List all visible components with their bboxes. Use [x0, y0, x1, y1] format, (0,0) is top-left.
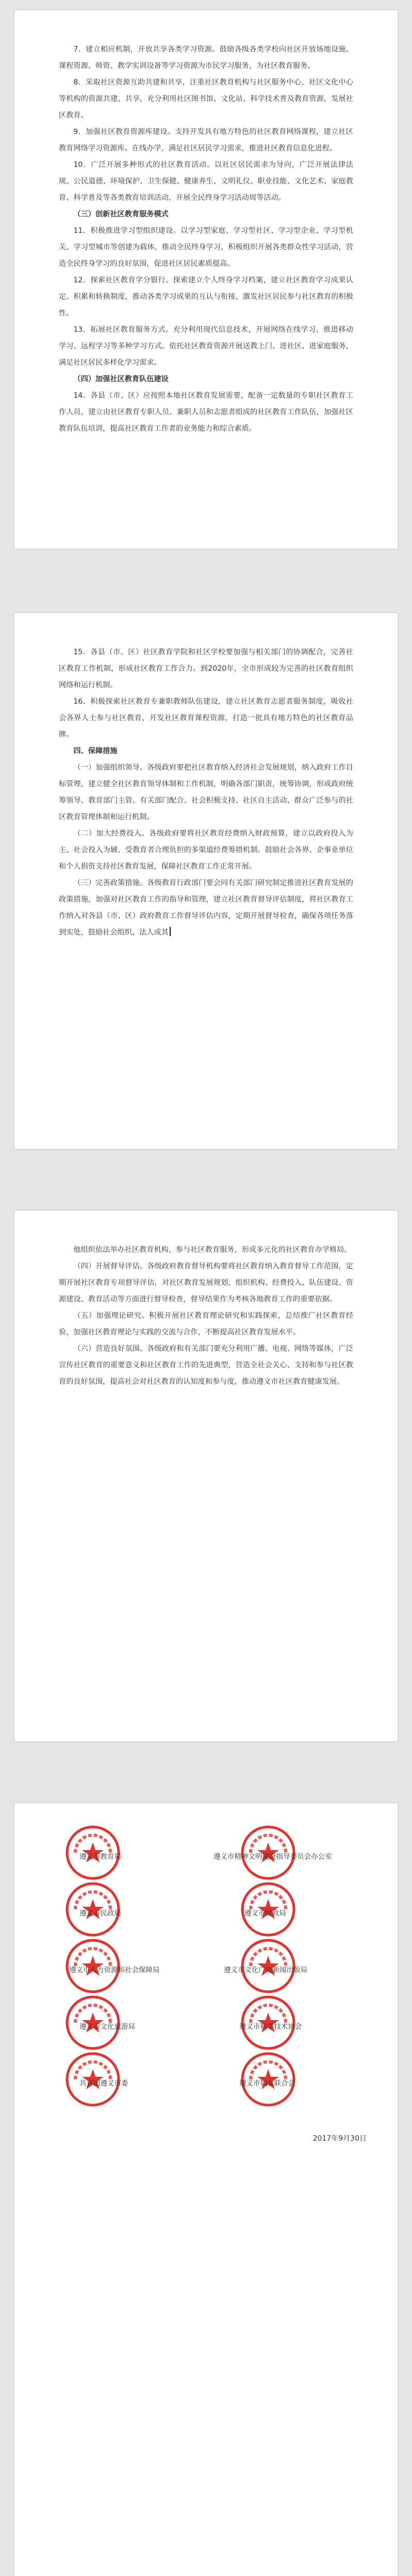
signatory-left: 遵义市文化旅游局	[79, 2023, 135, 2031]
paragraph: 16．积极探索社区教育专兼职教师队伍建设，建立社区教育志愿者服务制度，吸收社会各界人士参与社区教育，开发社区教育课程资源，打造一批具有地方特色的社区教育品牌。	[59, 698, 353, 739]
signatory-row	[59, 2056, 353, 2107]
document-page-3	[14, 1211, 398, 1741]
paragraph: 14．各县（市、区）应按照本地社区教育发展需要，配备一定数量的专职社区教育工作人员，建立由社区教育专职人员、兼职人员和志愿者组成的社区教育工作队伍，加强社区教育队伍培训，提高社区教育工作者的业务能力和综合素质。	[59, 392, 353, 433]
paragraph: 10．广泛开展多种形式的社区教育活动。以社区居民需求为导向，广泛开展法律法规、公民道德、环境保护、卫生保健、健康养生、文明礼仪、职业技能、文化艺术、家庭教育、科学普及等各类教育培训活动，开展全民终身学习活动周等活动。	[59, 161, 353, 202]
paragraph: （四）开展督导评估。各级政府教育督导机构要将社区教育纳入教育督导工作范围，定期开展社区教育专项督导评估，对社区教育发展规划、组织机构、经费投入、队伍建设、资源建设、教育活动等方面进行督导检查，督导结果作为考核各地教育工作的重要依据。	[59, 1262, 353, 1303]
signatory-left: 遵义市人力资源和社会保障局	[69, 1966, 160, 1974]
signatory-row	[59, 1829, 353, 1880]
document-page-4	[14, 1803, 398, 2576]
signatory-left: 遵义市民政局	[79, 1909, 121, 1918]
section-heading: （四）加强社区教育队伍建设	[73, 375, 169, 383]
paragraph: 13．拓展社区教育服务方式。充分利用现代信息技术，开展网络在线学习，推进移动学习、远程学习等多种学习方式。依托社区教育资源开展送教上门、进社区、进家庭服务，满足社区居民多样化学习需求。	[59, 326, 353, 367]
signatory-right: 遵义市精神文明建设指导委员会办公室	[213, 1853, 332, 1861]
paragraph[interactable]	[59, 875, 353, 941]
section-heading: （三）创新社区教育服务模式	[73, 210, 169, 218]
signatory-left: 遵义市教育局	[79, 1853, 121, 1861]
issue-date: 2017年9月30日	[312, 2134, 367, 2143]
document-page-1	[14, 10, 398, 549]
text-cursor	[170, 927, 171, 936]
paragraph: 11．积极推进学习型组织建设。以学习型家庭、学习型社区、学习型企业、学习型机关、学习型城市等创建为载体，推动全民终身学习，积极组织开展各类群众性学习活动，营造全民终身学习的良好氛围，促进社区居民素质提高。	[59, 227, 353, 268]
paragraph: 8．采取社区资源互助共建和共享，注重社区教育机构与社区服务中心、社区文化中心等机构的资源共建、共享，充分利用社区图书馆、文化站、科学技术普及教育资源，发展社区教育。	[59, 78, 353, 120]
signatory-right: 遵义市文化广电新闻出版局	[224, 1966, 307, 1974]
paragraph: （一）加强组织领导。各级政府要把社区教育纳入经济社会发展规划，纳入政府工作目标管理，建立健全社区教育领导体制和工作机制，明确各部门职责，统筹协调，形成政府统筹领导、教育部门主管、有关部门配合、社会积极支持、社区自主活动、群众广泛参与的社区教育管理体制和运行机制。	[59, 764, 353, 821]
section-heading: 四、保障措施	[73, 747, 118, 755]
signatory-right: 遵义市妇女联合会	[239, 2079, 295, 2088]
signatory-right: 遵义市财政局	[244, 1909, 286, 1918]
paragraph: （二）加大经费投入。各级政府要将社区教育经费纳入财政预算，建立以政府投入为主、社会投入为辅、受教育者合理负担的多渠道经费筹措机制。鼓励社会各界、企事业单位和个人捐资支持社区教育发展，保障社区教育工作正常开展。	[59, 829, 353, 871]
paragraph: 9．加强社区教育资源库建设。支持开发具有地方特色的社区教育网络课程，建立社区教育网络学习资源库。在线办学，满足社区居民学习需求，推进社区教育信息化进程。	[59, 128, 353, 152]
paragraph: 他组织依法举办社区教育机构，参与社区教育服务，形成多元化的社区教育办学格局。	[73, 1246, 352, 1254]
paragraph: 15．各县（市、区）社区教育学院和社区学校要加强与相关部门的协调配合，完善社区教育工作机制，形成社区教育工作合力。到2020年，全市形成较为完善的社区教育组织网络和运行机制。	[59, 648, 353, 689]
signatory-left: 共青团遵义市委	[79, 2079, 128, 2088]
signatory-right: 遵义市科学技术协会	[239, 2023, 302, 2031]
signatory-row	[59, 1942, 353, 1994]
signatory-row	[59, 1999, 353, 2050]
paragraph: 12．探索社区教育学分银行。探索建立个人终身学习档案，建立社区教育学习成果认定、积累和转换制度，推动各类学习成果的互认与衔接，激发社区居民参与社区教育的积极性。	[59, 276, 353, 317]
paragraph-text: （三）完善政策措施。各级教育行政部门要会同有关部门研究制定推进社区教育发展的政策措施，加强对社区教育工作的指导和管理，建立社区教育督导评估制度，将社区教育工作纳入对各县（市、区）政府教育工作督导评估内容，定期开展督导检查，确保各项任务落到实处，鼓励社会组织、法人或其	[59, 879, 353, 937]
paragraph: （五）加强理论研究。积极开展社区教育理论研究和实践探索，总结推广社区教育经验，加强社区教育理论与实践的交流与合作，不断提高社区教育发展水平。	[59, 1312, 353, 1336]
document-page-2	[14, 613, 398, 1149]
signatory-row	[59, 1886, 353, 1937]
paragraph: （六）营造良好氛围。各级政府和有关部门要充分利用广播、电视、网络等媒体，广泛宣传社区教育的重要意义和社区教育工作的先进典型，营造全社会关心、支持和参与社区教育的良好氛围，提高社会对社区教育的认知度和参与度，推动遵义市社区教育健康发展。	[59, 1345, 353, 1386]
signature-block	[59, 1829, 353, 2117]
paragraph: 7．建立相应机制，开放共享各类学习资源。鼓励各级各类学校向社区开放场地设施、课程资源、师资、教学实训设备等学习资源为市民学习服务，为社区教育服务。	[59, 45, 353, 70]
